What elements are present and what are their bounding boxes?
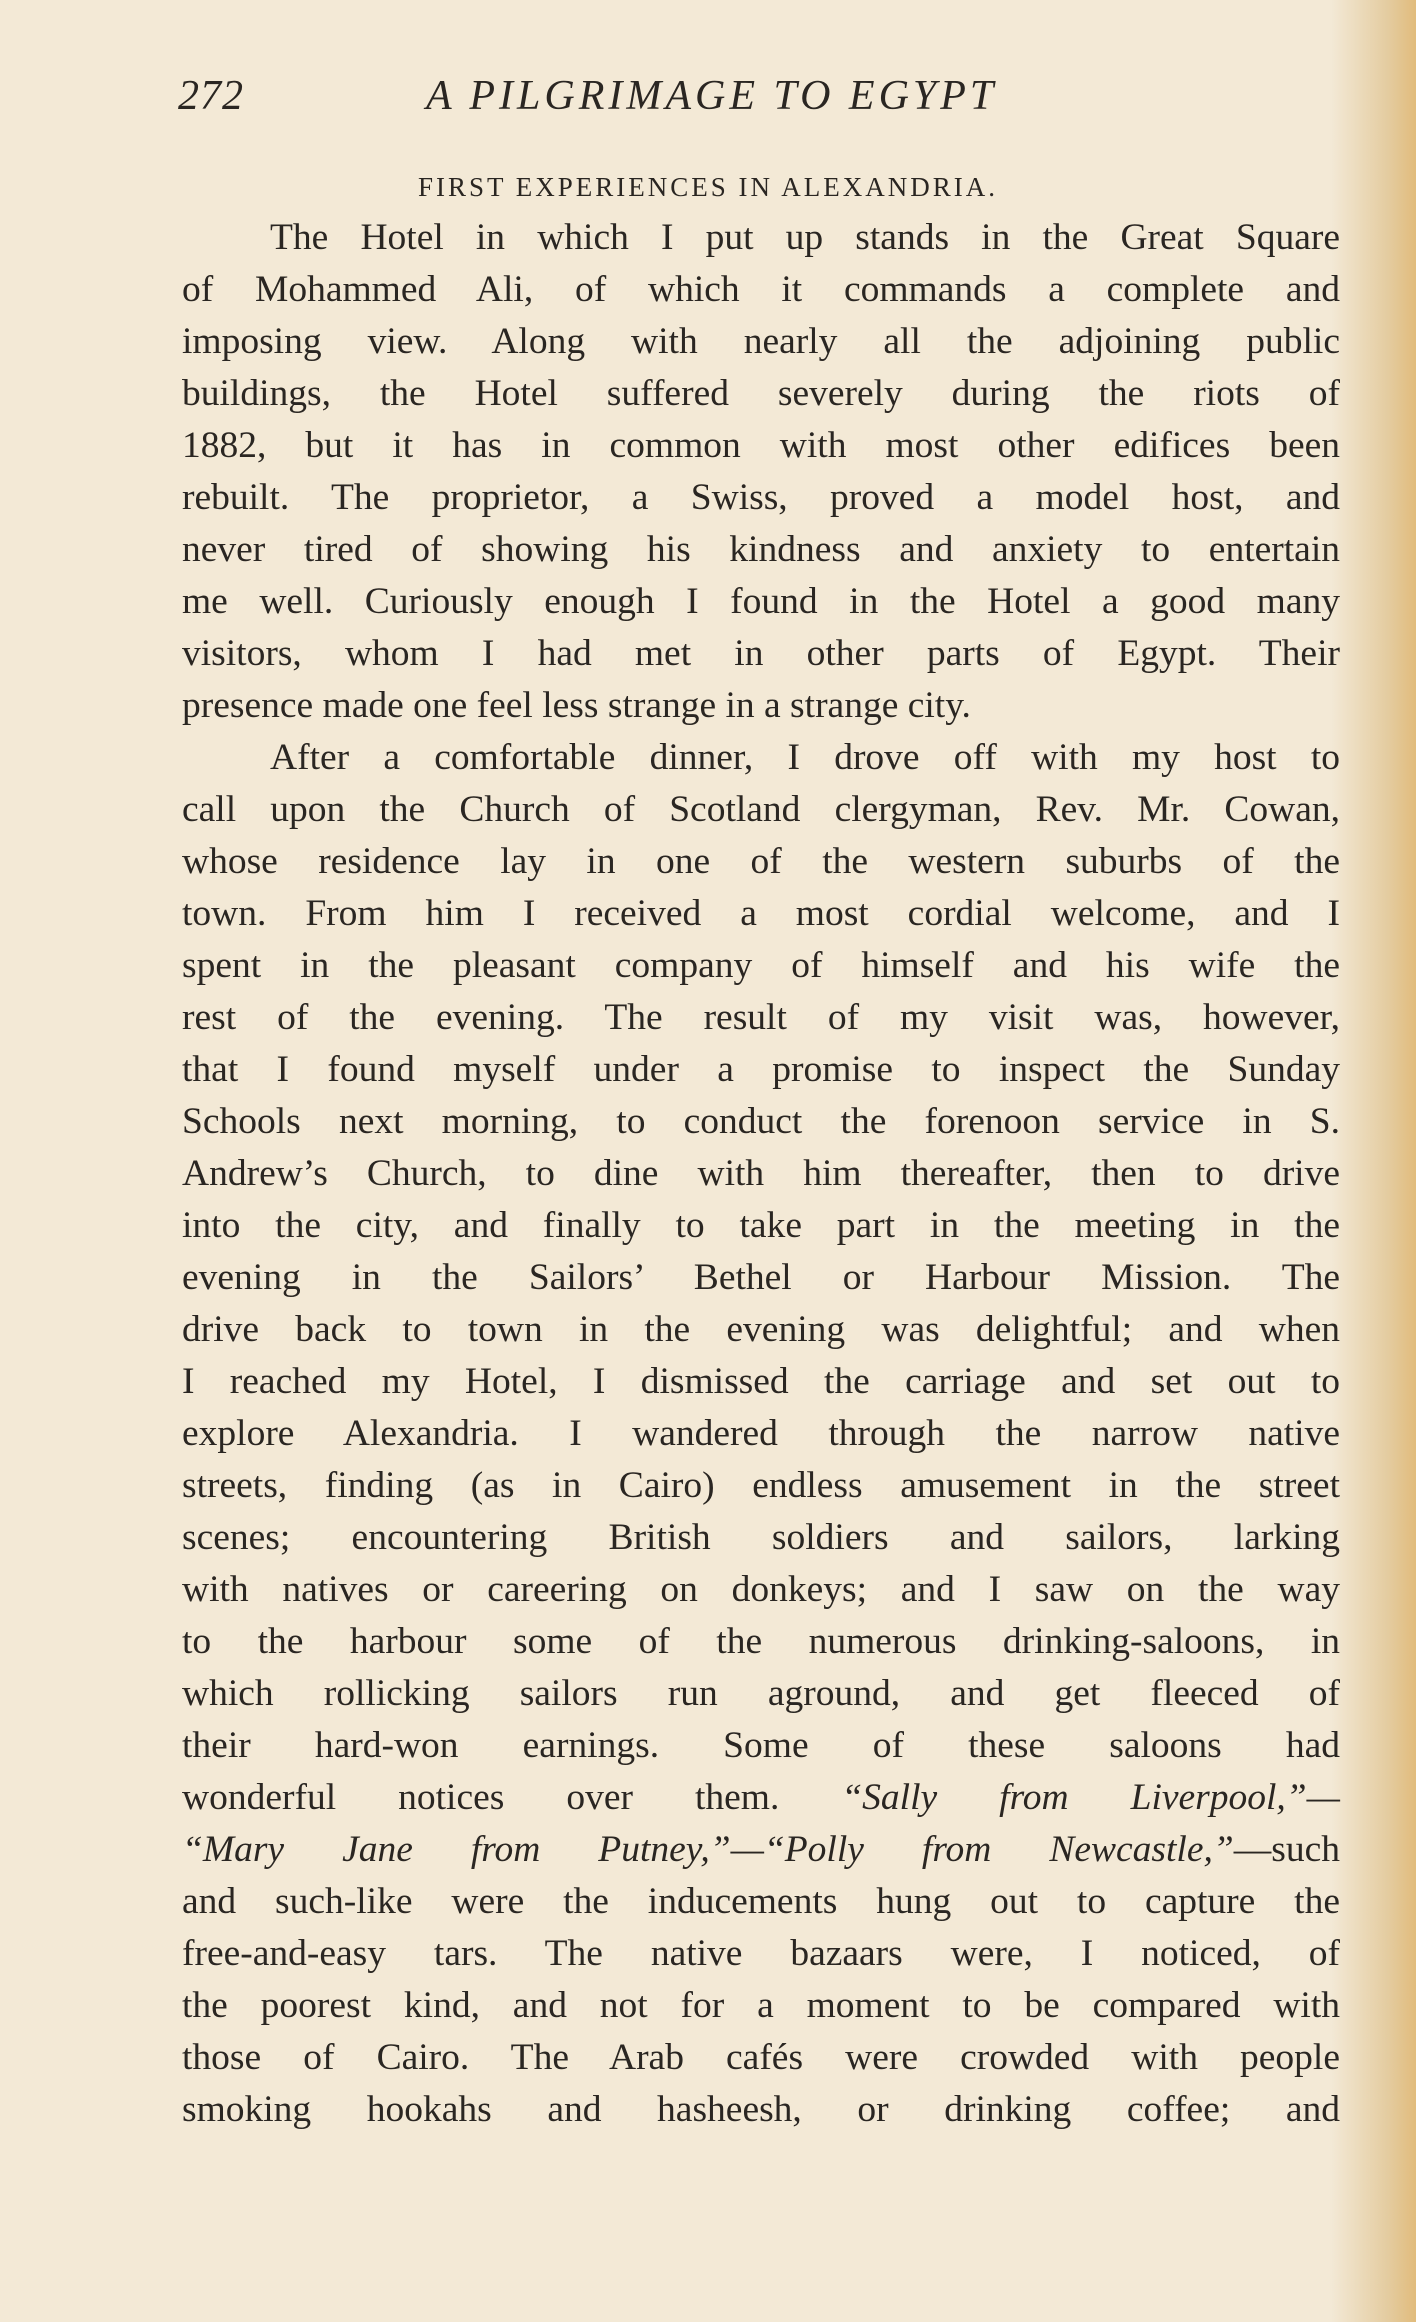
text-line: that I found myself under a promise to inspect the Sunday: [182, 1049, 1340, 1090]
text-line: town. From him I received a most cordial welcome, and I: [182, 893, 1340, 934]
text-line: those of Cairo. The Arab cafés were crowded with people: [182, 2037, 1340, 2078]
text-line: into the city, and finally to take part in the meeting in the: [182, 1205, 1340, 1246]
text-line: scenes; encountering British soldiers and sailors, larking: [182, 1517, 1340, 1558]
text-line: whose residence lay in one of the western suburbs of the: [182, 841, 1340, 882]
text-line: 1882, but it has in common with most other edifices been: [182, 425, 1340, 466]
text-line: evening in the Sailors’ Bethel or Harbour Mission. The: [182, 1257, 1340, 1298]
text-fragment: wonderful notices over them.: [182, 1777, 780, 1818]
text-fragment: —such: [1233, 1829, 1340, 1870]
text-line: the poorest kind, and not for a moment to be compared with: [182, 1985, 1340, 2026]
text-line: which rollicking sailors run aground, and get fleeced of: [182, 1673, 1340, 1714]
text-line: Andrew’s Church, to dine with him thereafter, then to drive: [182, 1153, 1340, 1194]
text-line: imposing view. Along with nearly all the adjoining public: [182, 321, 1340, 362]
text-line: to the harbour some of the numerous drinking-saloons, in: [182, 1621, 1340, 1662]
running-head: [178, 72, 1340, 132]
text-line: The Hotel in which I put up stands in the Great Square: [270, 217, 1340, 258]
text-line: call upon the Church of Scotland clergyman, Rev. Mr. Cowan,: [182, 789, 1340, 830]
text-line-notices: [182, 1772, 1340, 1824]
saloon-notice: “Mary Jane from Putney,”—: [182, 1829, 764, 1870]
text-line-notices: [182, 1824, 1340, 1876]
text-line: and such-like were the inducements hung out to capture the: [182, 1881, 1340, 1922]
text-line: their hard-won earnings. Some of these saloons had: [182, 1725, 1340, 1766]
text-line: presence made one feel less strange in a strange city.: [182, 685, 971, 726]
text-line: spent in the pleasant company of himself and his wife the: [182, 945, 1340, 986]
text-line: with natives or careering on donkeys; and I saw on the way: [182, 1569, 1340, 1610]
text-line: After a comfortable dinner, I drove off with my host to: [270, 737, 1340, 778]
text-line: Schools next morning, to conduct the forenoon service in S.: [182, 1101, 1340, 1142]
body-text: [182, 212, 1340, 2136]
text-line: rebuilt. The proprietor, a Swiss, proved a model host, and: [182, 477, 1340, 518]
saloon-notice: “Polly from Newcastle,”: [763, 1829, 1234, 1870]
book-title: A PILGRIMAGE TO EGYPT: [426, 73, 998, 119]
saloon-notice: “Sally from Liverpool,”—: [841, 1777, 1340, 1818]
text-line: smoking hookahs and hasheesh, or drinking coffee; and: [182, 2089, 1340, 2130]
section-heading: FIRST EXPERIENCES IN ALEXANDRIA.: [417, 172, 999, 202]
text-line: drive back to town in the evening was delightful; and when: [182, 1309, 1340, 1350]
text-line: visitors, whom I had met in other parts of Egypt. Their: [182, 633, 1340, 674]
text-line: me well. Curiously enough I found in the Hotel a good many: [182, 581, 1340, 622]
text-line: free-and-easy tars. The native bazaars were, I noticed, of: [182, 1933, 1340, 1974]
text-line: explore Alexandria. I wandered through the narrow native: [182, 1413, 1340, 1454]
page-number: 272: [178, 73, 244, 119]
text-line: buildings, the Hotel suffered severely during the riots of: [182, 373, 1340, 414]
text-line: I reached my Hotel, I dismissed the carriage and set out to: [182, 1361, 1340, 1402]
text-line: never tired of showing his kindness and anxiety to entertain: [182, 529, 1340, 570]
text-line: of Mohammed Ali, of which it commands a complete and: [182, 269, 1340, 310]
text-line: rest of the evening. The result of my visit was, however,: [182, 997, 1340, 1038]
text-line: streets, finding (as in Cairo) endless amusement in the street: [182, 1465, 1340, 1506]
